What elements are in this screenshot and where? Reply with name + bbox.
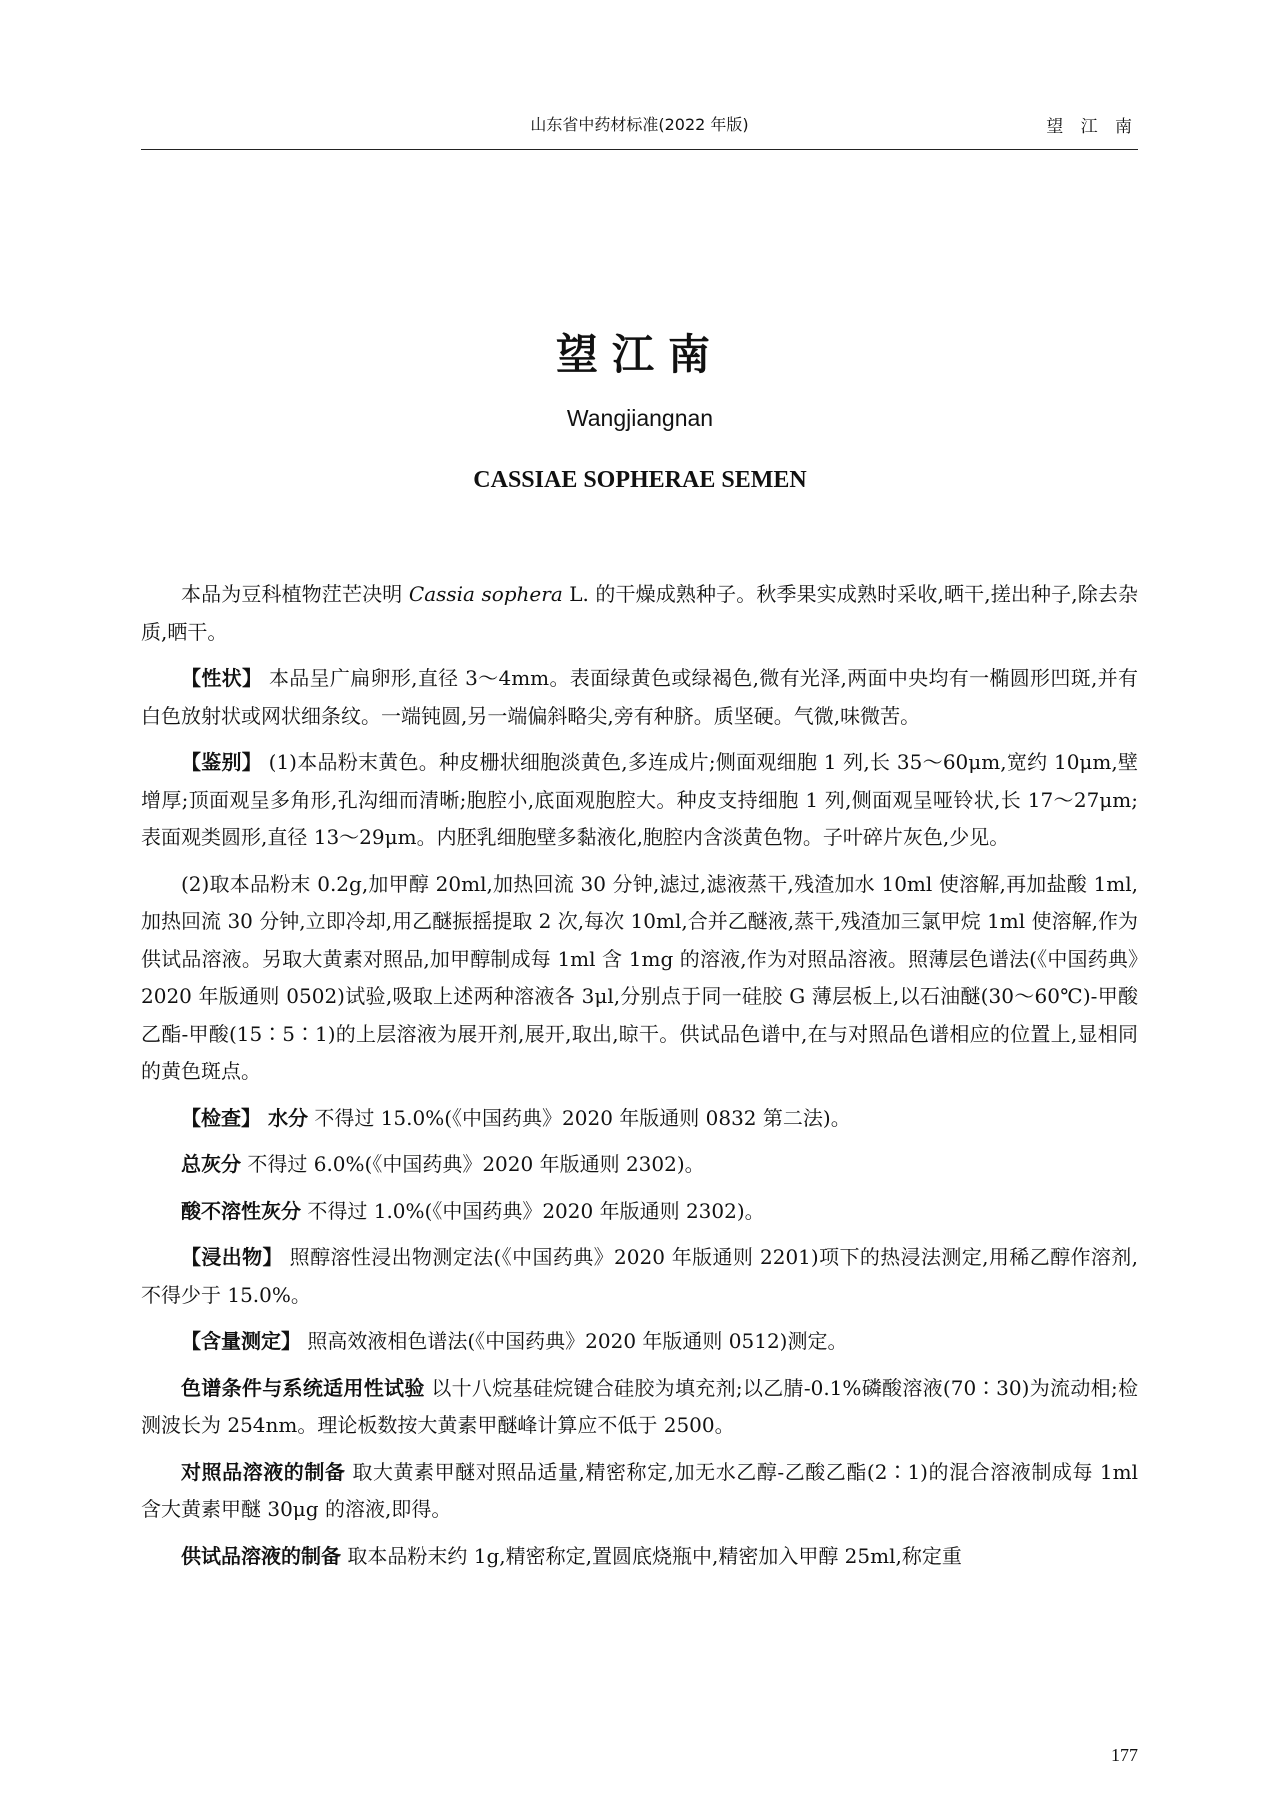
assay-paragraph bbox=[141, 1323, 1138, 1361]
acid-ash-heading: 酸不溶性灰分 bbox=[181, 1198, 301, 1223]
reference-solution-paragraph bbox=[141, 1454, 1138, 1529]
description-paragraph bbox=[141, 660, 1138, 735]
water-subheading: 水分 bbox=[261, 1105, 308, 1130]
pinyin-name: Wangjiangnan bbox=[566, 405, 714, 431]
monograph-body bbox=[141, 576, 1138, 1584]
check-water-paragraph bbox=[141, 1100, 1138, 1138]
header-rule bbox=[141, 149, 1138, 150]
test-solution-text: 取本品粉末约 1g,精密称定,置圆底烧瓶中,精密加入甲醇 25ml,称定重 bbox=[341, 1543, 962, 1568]
latin-name: CASSIAE SOPHERAE SEMEN bbox=[473, 467, 807, 493]
chromatographic-paragraph bbox=[141, 1370, 1138, 1445]
check-heading: 【检查】 bbox=[181, 1105, 261, 1130]
extract-paragraph bbox=[141, 1239, 1138, 1314]
page-number: 177 bbox=[1111, 1745, 1138, 1765]
monograph-title: 望江南 bbox=[555, 330, 724, 379]
extract-text: 照醇溶性浸出物测定法(《中国药典》2020 年版通则 2201)项下的热浸法测定,用稀乙醇作溶剂,不得少于 15.0%。 bbox=[141, 1245, 1138, 1307]
species-name: Cassia sophera bbox=[408, 582, 563, 606]
test-solution-paragraph bbox=[141, 1538, 1138, 1576]
description-text: 本品呈广扁卵形,直径 3～4mm。表面绿黄色或绿褐色,微有光泽,两面中央均有一椭圆形凹斑,并有白色放射状或网状细条纹。一端钝圆,另一端偏斜略尖,旁有种脐。质坚硬。气微,味微苦。 bbox=[141, 666, 1138, 728]
identification-2-paragraph bbox=[141, 866, 1138, 1091]
source-paragraph bbox=[141, 576, 1138, 651]
test-solution-heading: 供试品溶液的制备 bbox=[181, 1543, 341, 1568]
source-text-1: 本品为豆科植物茳芒决明 bbox=[181, 582, 409, 606]
assay-heading: 【含量测定】 bbox=[181, 1329, 301, 1353]
reference-solution-text: 取大黄素甲醚对照品适量,精密称定,加无水乙醇-乙酸乙酯(2∶1)的混合溶液制成每 1ml 含大黄素甲醚 30μg 的溶液,即得。 bbox=[141, 1459, 1139, 1521]
running-head: 望 江 南 bbox=[1046, 117, 1138, 137]
acid-ash-text: 不得过 1.0%(《中国药典》2020 年版通则 2302)。 bbox=[301, 1198, 765, 1223]
reference-solution-heading: 对照品溶液的制备 bbox=[181, 1459, 346, 1484]
extract-heading: 【浸出物】 bbox=[181, 1245, 283, 1269]
chromatographic-heading: 色谱条件与系统适用性试验 bbox=[181, 1375, 425, 1400]
identification-heading: 【鉴别】 bbox=[181, 750, 263, 774]
water-text: 不得过 15.0%(《中国药典》2020 年版通则 0832 第二法)。 bbox=[307, 1105, 851, 1130]
identification-1-paragraph bbox=[141, 744, 1138, 857]
chromatographic-text: 以十八烷基硅烷键合硅胶为填充剂;以乙腈-0.1%磷酸溶液(70∶30)为流动相;检测波长为 254nm。理论板数按大黄素甲醚峰计算应不低于 2500。 bbox=[141, 1375, 1139, 1437]
assay-text: 照高效液相色谱法(《中国药典》2020 年版通则 0512)测定。 bbox=[301, 1329, 848, 1353]
identification-2-text: (2)取本品粉末 0.2g,加甲醇 20ml,加热回流 30 分钟,滤过,滤液蒸干,残渣加水 10ml 使溶解,再加盐酸 1ml,加热回流 30 分钟,立即冷却,用乙醚振摇提取 2 次,每次 10ml,合并乙醚液,蒸干,残渣加三氯甲烷 1ml 使溶解,作为供试品溶液。另取大黄素对照品,加甲醇制成每 1ml 含 1mg 的溶液,作为对照品溶液。照薄层色谱法(《中国药典》2020 年版通则 0502)试验,吸取上述两种溶液各 3μl,分别点于同一硅胶 G 薄层板上,以石油醚(30～60℃)-甲酸乙酯-甲酸(15∶5∶1)的上层溶液为展开剂,展开,取出,晾干。供试品色谱中,在与对照品色谱相应的位置上,显相同的黄色斑点。 bbox=[141, 871, 1138, 1083]
description-heading: 【性状】 bbox=[181, 666, 263, 690]
check-ash-paragraph bbox=[141, 1146, 1138, 1184]
check-acid-ash-paragraph bbox=[141, 1193, 1138, 1231]
source-text-2: L. 的干燥成熟种子。秋季果实成熟时采收,晒干,搓出种子,除去杂质,晒干。 bbox=[141, 582, 1138, 644]
ash-text: 不得过 6.0%(《中国药典》2020 年版通则 2302)。 bbox=[241, 1152, 705, 1176]
identification-1-text: (1)本品粉末黄色。种皮栅状细胞淡黄色,多连成片;侧面观细胞 1 列,长 35～60μm,宽约 10μm,壁增厚;顶面观呈多角形,孔沟细而清晰;胞腔小,底面观胞腔大。种皮支持细胞 1 列,侧面观呈哑铃状,长 17～27μm;表面观类圆形,直径 13～29μm。内胚乳细胞壁多黏液化,胞腔内含淡黄色物。子叶碎片灰色,少见。 bbox=[141, 750, 1138, 849]
page-header bbox=[141, 98, 1138, 150]
book-title: 山东省中药材标准(2022 年版) bbox=[530, 115, 749, 134]
ash-heading: 总灰分 bbox=[181, 1152, 241, 1176]
